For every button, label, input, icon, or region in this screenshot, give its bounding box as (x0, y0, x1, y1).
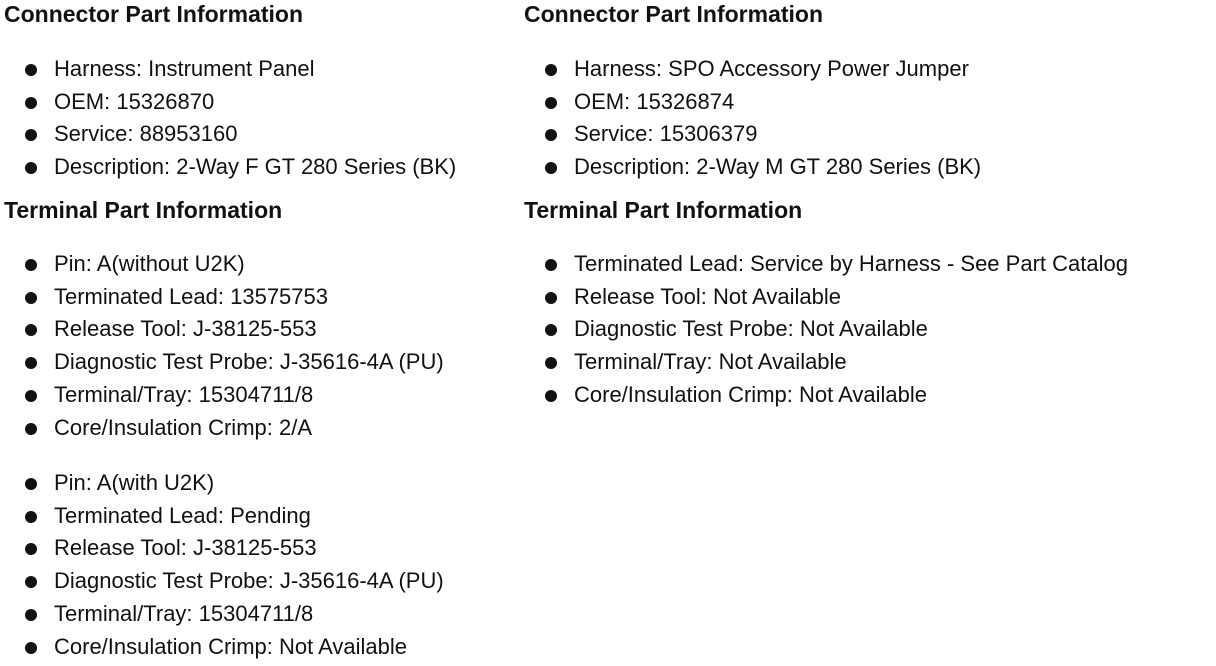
bullet-icon (25, 324, 37, 336)
list-item-text: OEM: 15326870 (54, 88, 215, 114)
connector-heading-right: Connector Part Information (524, 1, 824, 27)
list-item-text: Harness: SPO Accessory Power Jumper (574, 56, 969, 81)
bullet-icon (545, 292, 557, 304)
bullet-icon (545, 64, 557, 76)
bullet-icon (25, 259, 37, 271)
list-item (524, 151, 981, 184)
bullet-icon (25, 423, 37, 435)
bullet-icon (25, 357, 37, 369)
list-item (4, 53, 456, 86)
list-item-text: Terminal/Tray: 15304711/8 (54, 600, 314, 626)
list-item-text: OEM: 15326874 (574, 88, 735, 114)
list-item (4, 532, 444, 565)
list-item (4, 151, 456, 184)
bullet-icon (545, 162, 557, 174)
list-item-text: Harness: Instrument Panel (54, 56, 315, 81)
terminal-heading-left: Terminal Part Information (4, 197, 283, 223)
list-item-text: Core/Insulation Crimp: Not Available (54, 633, 407, 659)
list-item-text: Diagnostic Test Probe: J-35616-4A (PU) (54, 568, 444, 594)
list-item-text: Service: 15306379 (574, 121, 758, 147)
bullet-icon (25, 390, 37, 402)
bullet-icon (25, 642, 37, 654)
list-item (524, 53, 981, 86)
bullet-icon (545, 324, 557, 336)
bullet-icon (25, 609, 37, 621)
bullet-icon (25, 576, 37, 588)
bullet-icon (545, 129, 557, 141)
list-item-text: Terminal/Tray: Not Available (574, 349, 847, 375)
list-item-text: Core/Insulation Crimp: Not Available (574, 381, 927, 407)
terminal-list-left-1 (4, 248, 444, 444)
list-item (524, 281, 1128, 314)
list-item (4, 467, 444, 500)
connector-heading-left: Connector Part Information (4, 1, 304, 27)
bullet-icon (25, 64, 37, 76)
list-item-text: Terminated Lead: Pending (54, 502, 311, 528)
list-item (4, 565, 444, 598)
list-item (524, 86, 981, 119)
list-item (524, 248, 1128, 281)
list-item (524, 379, 1128, 412)
list-item (4, 598, 444, 631)
list-item-text: Terminated Lead: 13575753 (54, 283, 328, 309)
list-item-text: Terminated Lead: Service by Harness - See Part Catalog (574, 251, 1128, 276)
list-item-text: Diagnostic Test Probe: J-35616-4A (PU) (54, 349, 444, 375)
bullet-icon (25, 97, 37, 109)
terminal-heading-right: Terminal Part Information (524, 197, 803, 223)
list-item-text: Service: 88953160 (54, 121, 238, 147)
bullet-icon (25, 511, 37, 523)
bullet-icon (25, 478, 37, 490)
connector-list-left (4, 53, 456, 184)
list-item-text: Core/Insulation Crimp: 2/A (54, 414, 312, 440)
list-item-text: Release Tool: J-38125-553 (54, 535, 317, 561)
bullet-icon (25, 292, 37, 304)
list-item (4, 631, 444, 664)
list-item-text: Release Tool: Not Available (574, 283, 842, 309)
list-item-text: Release Tool: J-38125-553 (54, 316, 317, 342)
list-item (4, 500, 444, 533)
list-item-text: Description: 2-Way M GT 280 Series (BK) (574, 154, 982, 180)
bullet-icon (25, 543, 37, 555)
list-item (524, 313, 1128, 346)
list-item (4, 346, 444, 379)
list-item-text: Description: 2-Way F GT 280 Series (BK) (54, 154, 457, 180)
list-item (524, 118, 981, 151)
list-item (4, 379, 444, 412)
connector-list-right (524, 53, 981, 184)
bullet-icon (545, 97, 557, 109)
terminal-list-right-1 (524, 248, 1128, 412)
list-item-text: Diagnostic Test Probe: Not Available (574, 316, 928, 342)
list-item (4, 313, 444, 346)
list-item-text: Pin: A(with U2K) (54, 470, 215, 495)
list-item (4, 248, 444, 281)
list-item-text: Terminal/Tray: 15304711/8 (54, 381, 314, 407)
bullet-icon (545, 259, 557, 271)
bullet-icon (545, 390, 557, 402)
list-item (4, 86, 456, 119)
bullet-icon (25, 162, 37, 174)
list-item-text: Pin: A(without U2K) (54, 251, 245, 276)
terminal-list-left-2 (4, 467, 444, 663)
list-item (4, 412, 444, 445)
list-item (4, 118, 456, 151)
bullet-icon (545, 357, 557, 369)
list-item (524, 346, 1128, 379)
bullet-icon (25, 129, 37, 141)
list-item (4, 281, 444, 314)
